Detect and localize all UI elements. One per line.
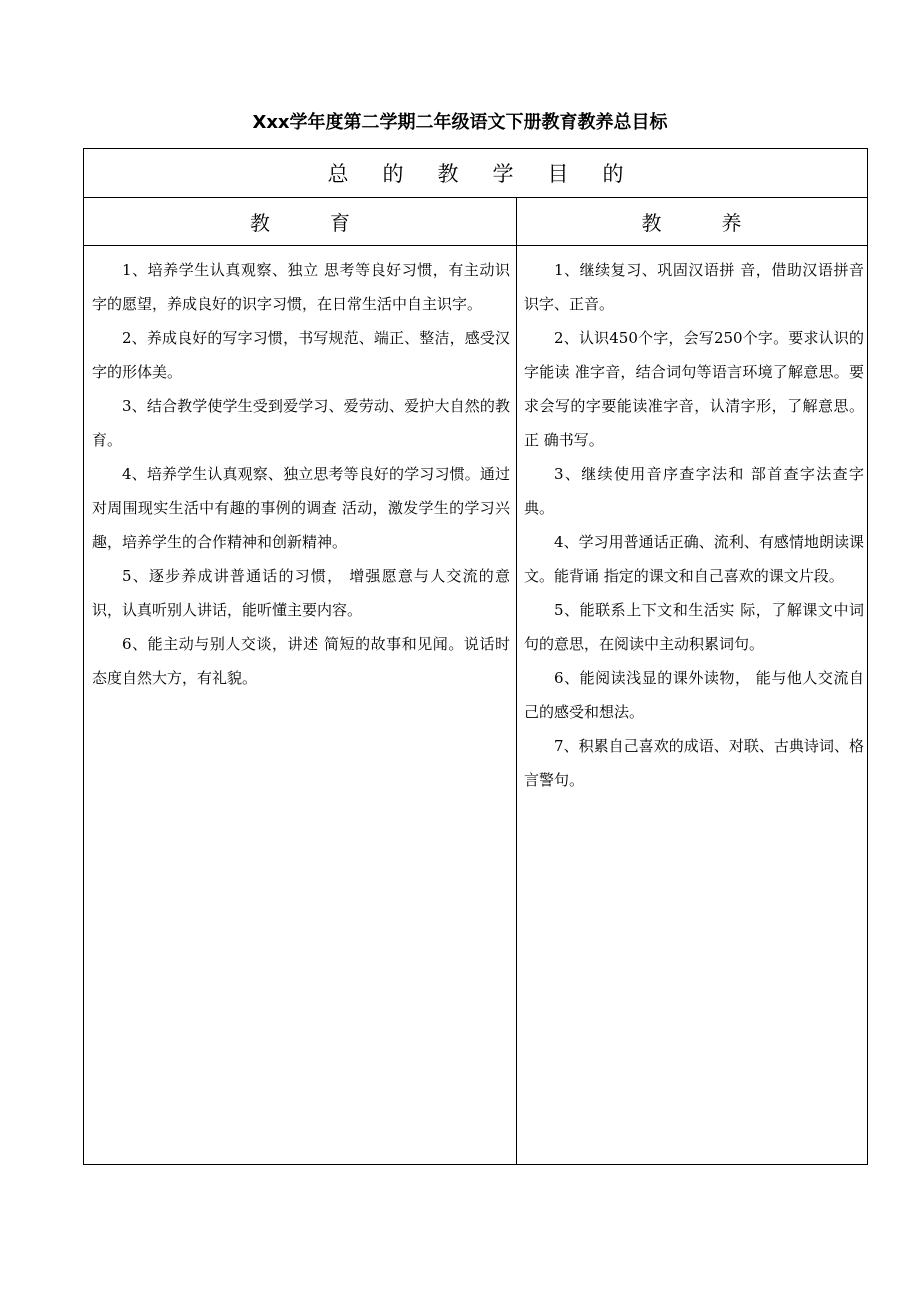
- column-header-cultivation: 教养: [516, 198, 867, 246]
- cultivation-goal-item: 2、认识450个字，会写250个字。要求认识的字能读 准字音，结合词句等语言环境了解意思。要求会写的字要能读准字音，认清字形，了解意思。正 确书写。: [524, 329, 864, 449]
- cultivation-goal-item: 3、继续使用音序查字法和 部首查字法查字典。: [524, 465, 864, 517]
- cultivation-goals-list: [524, 246, 864, 797]
- education-goal-item: 4、培养学生认真观察、独立思考等良好的学习习惯。通过对周围现实生活中有趣的事例的调查 活动，激发学生的学习兴趣，培养学生的合作精神和创新精神。: [92, 465, 510, 551]
- cultivation-goal-item: 1、继续复习、巩固汉语拼 音，借助汉语拼音识字、正音。: [524, 261, 864, 313]
- education-goal-item: 5、逐步养成讲普通话的习惯， 增强愿意与人交流的意识，认真听别人讲话，能听懂主要内容。: [92, 567, 510, 619]
- education-goal-item: 6、能主动与别人交谈，讲述 简短的故事和见闻。说话时态度自然大方，有礼貌。: [92, 635, 510, 687]
- education-goal-item: 2、养成良好的写字习惯，书写规范、端正、整洁，感受汉字的形体美。: [92, 329, 510, 381]
- education-goals-list: [92, 246, 510, 695]
- goal-table: [83, 148, 868, 1165]
- cultivation-goal-item: 6、能阅读浅显的课外读物， 能与他人交流自己的感受和想法。: [524, 669, 864, 721]
- cultivation-goal-item: 7、积累自己喜欢的成语、对联、古典诗词、格言警句。: [524, 737, 864, 789]
- document-title: Xxx学年度第二学期二年级语文下册教育教养总目标: [252, 112, 668, 133]
- education-goal-item: 3、结合教学使学生受到爱学习、爱劳动、爱护大自然的教育。: [92, 397, 510, 449]
- cultivation-goal-item: 5、能联系上下文和生活实 际，了解课文中词句的意思，在阅读中主动积累词句。: [524, 601, 864, 653]
- education-goal-item: 1、培养学生认真观察、独立 思考等良好习惯，有主动识字的愿望，养成良好的识字习惯，在日常生活中自主识字。: [92, 261, 510, 313]
- table-main-header: 总的教学目的: [84, 149, 867, 198]
- column-header-education: 教育: [84, 198, 516, 246]
- column-divider: [516, 198, 517, 1164]
- cultivation-goal-item: 4、学习用普通话正确、流利、有感情地朗读课文。能背诵 指定的课文和自己喜欢的课文片段。: [524, 533, 864, 585]
